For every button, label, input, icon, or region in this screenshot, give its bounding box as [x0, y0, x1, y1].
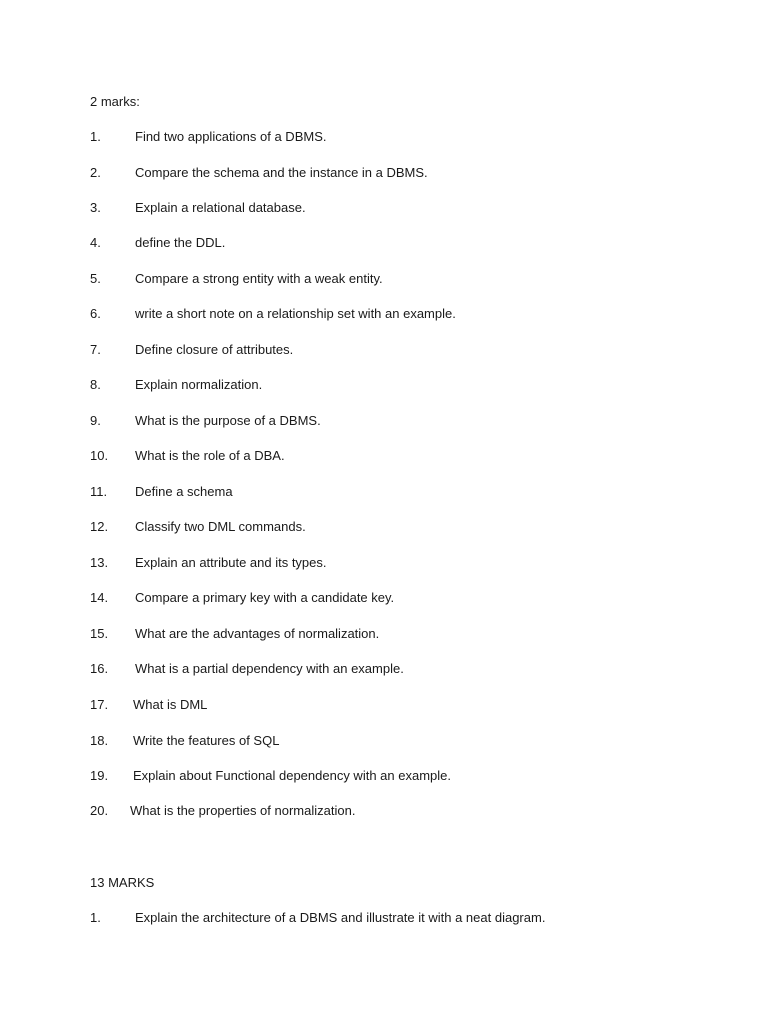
question-number: 8.: [90, 377, 101, 392]
question-number: 18.: [90, 733, 109, 748]
question-number: 9.: [90, 413, 101, 428]
question-number: 1.: [90, 910, 101, 925]
question-text: What is DML: [133, 697, 208, 712]
question-number: 10.: [90, 448, 109, 463]
question-text: Explain an attribute and its types.: [135, 555, 327, 570]
question-text: What is a partial dependency with an example.: [135, 661, 404, 676]
question-number: 1.: [90, 129, 101, 144]
question-number: 2.: [90, 165, 101, 180]
question-text: Compare a primary key with a candidate key.: [135, 590, 395, 605]
question-text: Compare the schema and the instance in a DBMS.: [135, 165, 428, 180]
question-number: 3.: [90, 200, 101, 215]
question-number: 14.: [90, 590, 109, 605]
section-heading-13-marks: 13 MARKS: [90, 875, 155, 890]
question-text: What is the role of a DBA.: [135, 448, 285, 463]
question-number: 17.: [90, 697, 109, 712]
question-number: 12.: [90, 519, 109, 534]
question-number: 7.: [90, 342, 101, 357]
question-text: Explain a relational database.: [135, 200, 306, 215]
question-text: What are the advantages of normalization.: [135, 626, 380, 641]
question-text: Explain about Functional dependency with an example.: [133, 768, 451, 783]
question-text: Write the features of SQL: [133, 733, 280, 748]
question-text: Compare a strong entity with a weak entity.: [135, 271, 383, 286]
question-number: 6.: [90, 306, 101, 321]
question-text: Classify two DML commands.: [135, 519, 306, 534]
question-number: 20.: [90, 803, 109, 818]
question-text: Find two applications of a DBMS.: [135, 129, 327, 144]
question-number: 4.: [90, 235, 101, 250]
question-text: Define a schema: [135, 484, 233, 499]
question-text: write a short note on a relationship set with an example.: [135, 306, 456, 321]
question-text: define the DDL.: [135, 235, 226, 250]
question-number: 13.: [90, 555, 109, 570]
question-number: 15.: [90, 626, 109, 641]
question-number: 19.: [90, 768, 109, 783]
question-text: Define closure of attributes.: [135, 342, 294, 357]
section-heading-2-marks: 2 marks:: [90, 94, 140, 109]
question-number: 11.: [90, 484, 108, 499]
question-text: Explain the architecture of a DBMS and illustrate it with a neat diagram.: [135, 910, 546, 925]
question-number: 5.: [90, 271, 101, 286]
question-text: What is the properties of normalization.: [130, 803, 356, 818]
question-number: 16.: [90, 661, 109, 676]
question-text: Explain normalization.: [135, 377, 263, 392]
question-text: What is the purpose of a DBMS.: [135, 413, 321, 428]
